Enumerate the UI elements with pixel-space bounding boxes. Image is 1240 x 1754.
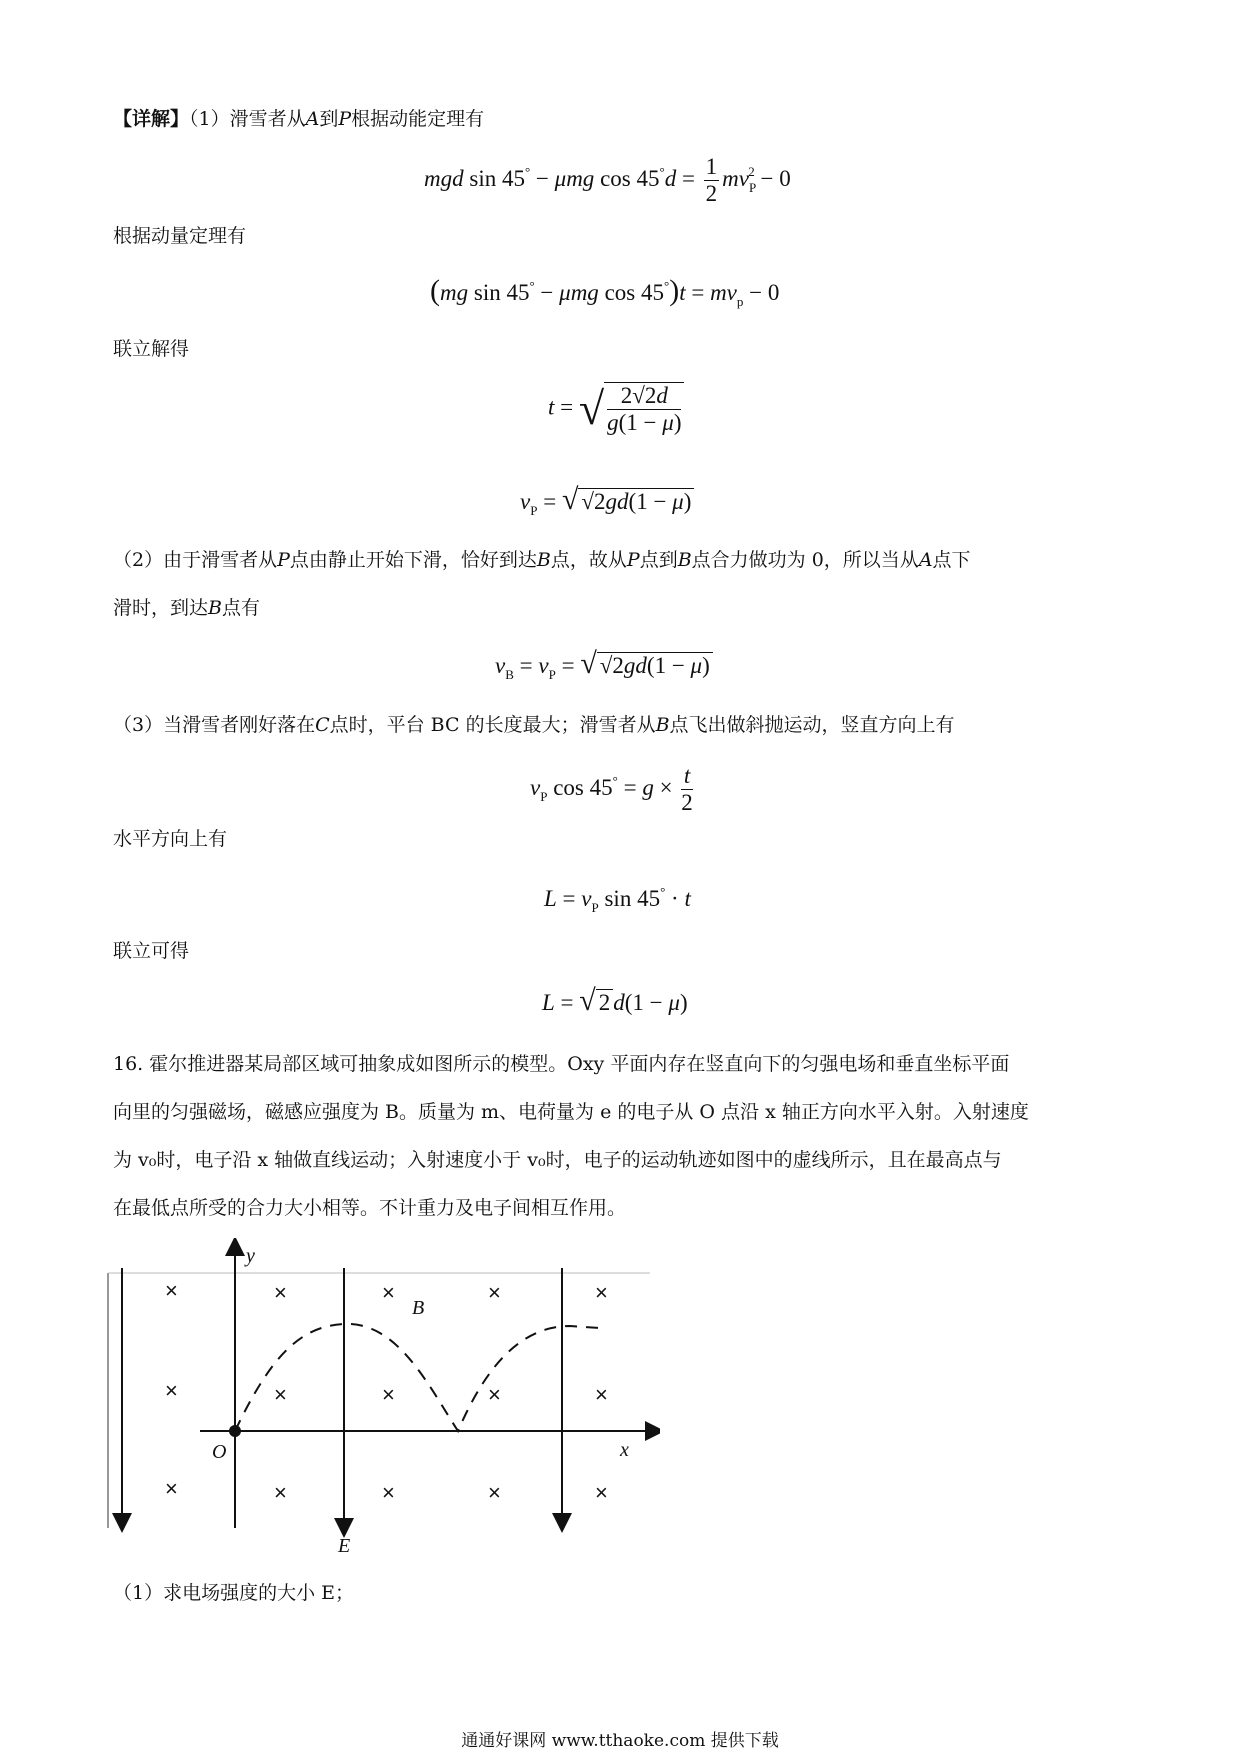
solution-heading: 【详解】: [113, 108, 190, 130]
electron-trajectory: [235, 1324, 600, 1431]
horizontal-text: 水平方向上有: [113, 828, 228, 850]
label-origin: O: [212, 1441, 227, 1463]
equation-velocity-b: $v_B = v_P$ = √ √2gd(1 − μ): [495, 650, 713, 689]
momentum-theorem-text: 根据动量定理有: [113, 225, 247, 247]
equation-velocity-p: $v_P$ = √ √2gd(1 − μ): [520, 486, 694, 525]
question-16-part1: （1）求电场强度的大小 E；: [113, 1582, 354, 1604]
equation-time: t = √ $\frac{2√2d}{g(1 - \mu)}$: [548, 382, 684, 436]
solve-text: 联立解得: [113, 338, 190, 360]
magnetic-field-crosses: [165, 1278, 608, 1505]
part2-line2: 滑时，到达B点有: [113, 597, 260, 619]
equation-horizontal: $L = v_P$ sin 45° · t: [544, 884, 691, 915]
svg-text:×: ×: [488, 1280, 501, 1305]
label-electric-e: E: [338, 1535, 351, 1557]
part3-line: （3）当滑雪者刚好落在C点时，平台 BC 的长度最大；滑雪者从B点飞出做斜抛运动，竖直方向上有: [113, 714, 955, 736]
svg-text:×: ×: [595, 1480, 608, 1505]
label-magnetic-b: B: [412, 1297, 425, 1319]
svg-text:×: ×: [595, 1382, 608, 1407]
svg-text:×: ×: [488, 1382, 501, 1407]
page-footer: 通通好课网 www.tthaoke.com 提供下载: [461, 1731, 779, 1751]
svg-text:×: ×: [382, 1280, 395, 1305]
equation-momentum: (mg sin 45° − μmg $\cos 45^\circ)t = mv_p - 0$: [430, 274, 780, 309]
svg-text:×: ×: [595, 1280, 608, 1305]
svg-text:×: ×: [165, 1378, 178, 1403]
svg-text:×: ×: [274, 1280, 287, 1305]
field-trajectory-figure: [100, 1238, 660, 1558]
label-y: y: [246, 1245, 255, 1267]
equation-work-energy: mgd sin 45° − μmg cos 45°d = $\frac{1}{2}$ $mv_P^2 - 0$: [424, 154, 791, 206]
combine-text: 联立可得: [113, 940, 190, 962]
part2-line1: （2）由于滑雪者从P点由静止开始下滑，恰好到达B点，故从P点到B点合力做功为 0，所以当从A点下: [113, 549, 971, 571]
solution-intro-line: 【详解】（1）滑雪者从A到P根据动能定理有: [113, 108, 485, 130]
svg-text:×: ×: [274, 1480, 287, 1505]
svg-text:×: ×: [382, 1480, 395, 1505]
equation-length: L = √ 2 d(1 − μ): [542, 984, 688, 1017]
question-16-text: 16. 霍尔推进器某局部区域可抽象成如图所示的模型。Oxy 平面内存在竖直向下的匀强电场和垂直坐标平面 向里的匀强磁场，磁感应强度为 B。质量为 m、电荷量为 e 的电子从 O 点沿 x 轴正方向水平入射。入射速度 为 v₀时，电子沿 x 轴做直线运动；入射速度小于 v₀时，电子的运动轨迹如图中的虚线所示，且在最高点与 在最低点所受的合力大小相等。不计重力及电子间相互作用。: [113, 1053, 1029, 1219]
svg-text:×: ×: [382, 1382, 395, 1407]
equation-vertical: $v_P$ cos 45° = g × $\frac{t}{2}$: [530, 763, 693, 815]
svg-text:×: ×: [488, 1480, 501, 1505]
svg-text:×: ×: [165, 1278, 178, 1303]
svg-text:×: ×: [274, 1382, 287, 1407]
label-x: x: [620, 1439, 629, 1461]
svg-text:×: ×: [165, 1476, 178, 1501]
